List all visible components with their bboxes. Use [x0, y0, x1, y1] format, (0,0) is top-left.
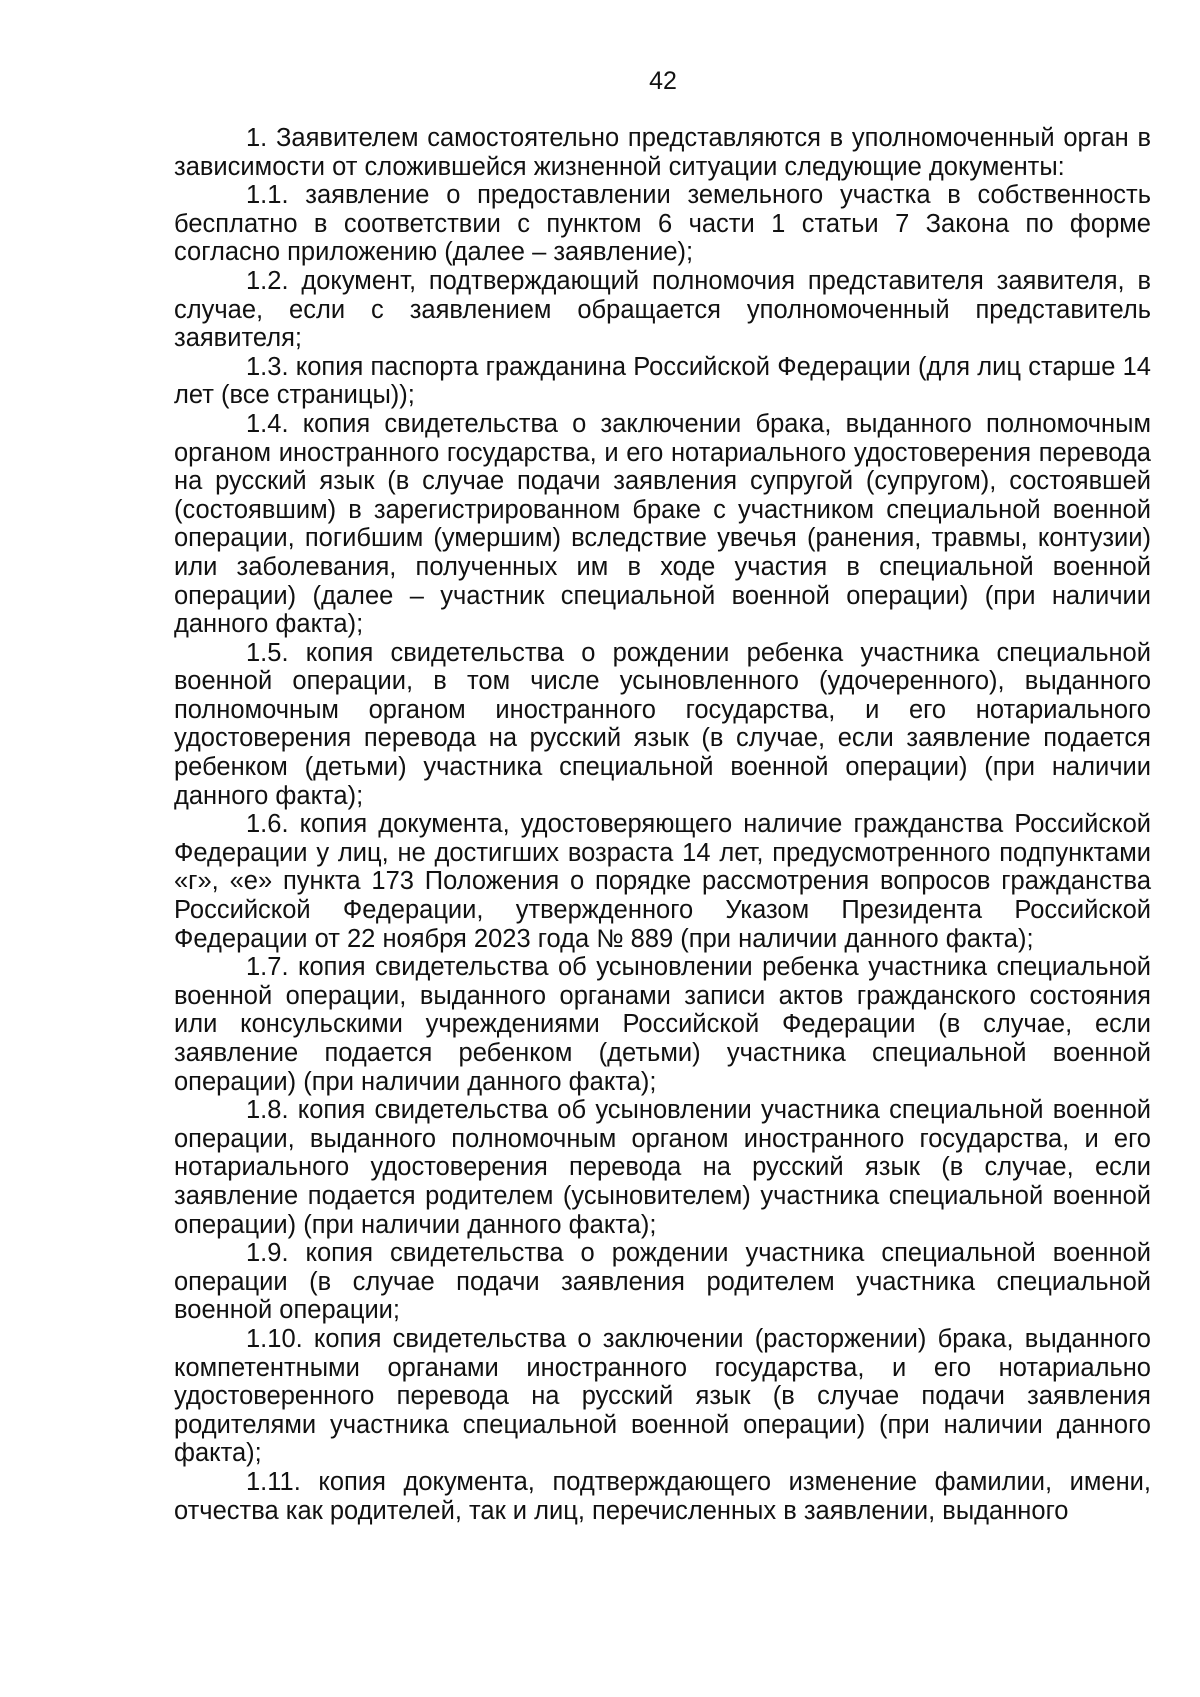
- page-number: 42: [649, 67, 677, 95]
- paragraph-1: 1. Заявителем самостоятельно представляются в уполномоченный орган в зависимости от сложившейся жизненной ситуации следующие документы:: [174, 124, 1151, 181]
- paragraph-1-5: 1.5. копия свидетельства о рождении ребенка участника специальной военной операции, в том числе усыновленного (удочеренного), выданного полномочным органом иностранного государства, и его нотариального удостоверения перевода на русский язык (в случае, если заявление подается ребенком (детьми) участника специальной военной операции) (при наличии данного факта);: [174, 638, 1151, 810]
- paragraph-1-1: 1.1. заявление о предоставлении земельного участка в собственность бесплатно в соответствии с пунктом 6 части 1 статьи 7 Закона по форме согласно приложению (далее – заявление);: [174, 181, 1151, 267]
- paragraph-1-6: 1.6. копия документа, удостоверяющего наличие гражданства Российской Федерации у лиц, не достигших возраста 14 лет, предусмотренного подпунктами «г», «е» пункта 173 Положения о порядке рассмотрения вопросов гражданства Российской Федерации, утвержденного Указом Президента Российской Федерации от 22 ноября 2023 года № 889 (при наличии данного факта);: [174, 810, 1151, 953]
- paragraph-1-11: 1.11. копия документа, подтверждающего изменение фамилии, имени, отчества как родителей, так и лиц, перечисленных в заявлении, выданного: [174, 1467, 1151, 1525]
- document-body: [174, 124, 1151, 1525]
- paragraph-1-10: 1.10. копия свидетельства о заключении (расторжении) брака, выданного компетентными органами иностранного государства, и его нотариально удостоверенного перевода на русский язык (в случае подачи заявления родителями участника специальной военной операции) (при наличии данного факта);: [174, 1324, 1151, 1468]
- paragraph-1-7: 1.7. копия свидетельства об усыновлении ребенка участника специальной военной операции, выданного органами записи актов гражданского состояния или консульскими учреждениями Российской Федерации (в случае, если заявление подается ребенком (детьми) участника специальной военной операции) (при наличии данного факта);: [174, 953, 1151, 1096]
- paragraph-1-3: 1.3. копия паспорта гражданина Российской Федерации (для лиц старше 14 лет (все страницы));: [174, 352, 1151, 410]
- paragraph-1-2: 1.2. документ, подтверждающий полномочия представителя заявителя, в случае, если с заявлением обращается уполномоченный представитель заявителя;: [174, 266, 1151, 353]
- paragraph-1-4: 1.4. копия свидетельства о заключении брака, выданного полномочным органом иностранного государства, и его нотариального удостоверения перевода на русский язык (в случае подачи заявления супругой (супругом), состоявшей (состоявшим) в зарегистрированном браке с участником специальной военной операции, погибшим (умершим) вследствие увечья (ранения, травмы, контузии) или заболевания, полученных им в ходе участия в специальной военной операции) (далее – участник специальной военной операции) (при наличии данного факта);: [174, 409, 1151, 639]
- paragraph-1-9: 1.9. копия свидетельства о рождении участника специальной военной операции (в случае подачи заявления родителем участника специальной военной операции;: [174, 1239, 1151, 1325]
- paragraph-1-8: 1.8. копия свидетельства об усыновлении участника специальной военной операции, выданного полномочным органом иностранного государства, и его нотариального удостоверения перевода на русский язык (в случае, если заявление подается родителем (усыновителем) участника специальной военной операции) (при наличии данного факта);: [174, 1096, 1151, 1239]
